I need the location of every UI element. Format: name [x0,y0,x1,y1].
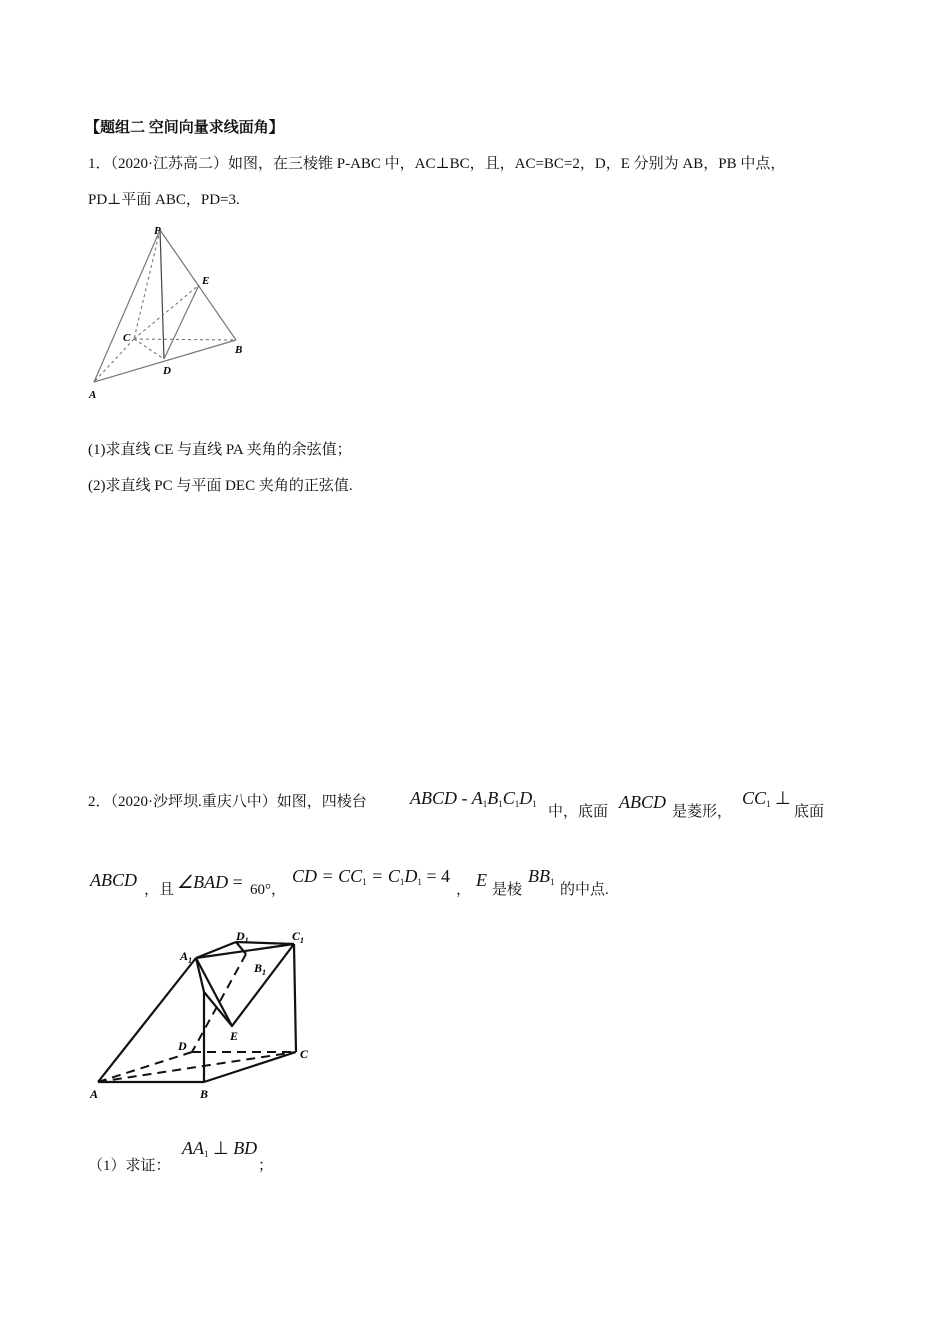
q2-deg: 60°， [250,882,286,898]
q2-line1 [88,792,367,822]
frustum-sep: - [461,788,468,808]
q2-number: 2． [88,794,111,810]
q2-rhombus: 是菱形， [672,804,733,820]
perp-symbol: ⊥ [213,1138,229,1158]
q2-zhong: 中，底面 [548,804,609,820]
q1-pyramid-figure [84,222,254,404]
q1-line1: 1．（2020·江苏高二）如图，在三棱锥 P-ABC 中，AC⊥BC，且，AC=BC=2，D，E 分别为 AB，PB 中点， [88,156,786,172]
sub-1: 1 [514,799,520,809]
q2-qie: ，且 [144,882,175,898]
label-b1-subscript: 1 [262,968,267,977]
q2-part1-label: （1）求证： [88,1158,171,1174]
frustum-base: ABCD [410,788,457,808]
q2-comma: ， [456,882,472,898]
label-a: A [90,1087,99,1101]
sub-1: 1 [204,1149,209,1159]
q2-part1-formula [182,1138,257,1159]
cd-eq-cc: CD = CC [292,866,363,886]
q1-sub2: (2)求直线 PC 与平面 DEC 夹角的正弦值. [88,478,353,494]
sub-1: 1 [550,877,555,887]
frustum-b1: B [487,788,499,808]
q2-midpoint: 的中点. [560,882,609,898]
sub-1: 1 [399,877,405,887]
eq-c: = C [366,866,400,886]
bd: BD [233,1138,258,1158]
angle-bad: ∠BAD [177,872,229,892]
label-D: D [163,365,171,377]
d: D [404,866,418,886]
q2-source: （2020·沙坪坝.重庆八中）如图，四棱台 [110,794,367,810]
q2-shi-leng: 是棱 [492,882,523,898]
equals: = [232,872,243,892]
label-c: C [300,1047,309,1061]
label-d1-subscript: 1 [244,936,249,945]
cc: CC [742,788,767,808]
label-B: B [235,344,243,356]
q2-base: ABCD [619,792,666,812]
q2-bb1 [528,866,555,887]
label-e: E [230,1029,239,1043]
label-c1-subscript: 1 [300,936,305,945]
q2-frustum-name [410,788,537,809]
sub-1: 1 [482,799,488,809]
label-c1: $C_1$ [292,929,305,945]
label-b: B [200,1087,209,1101]
label-P: P [154,225,161,237]
section-heading: 【题组二 空间向量求线面角】 [85,120,284,136]
label-A: A [89,389,97,401]
sub-1: 1 [766,799,771,809]
label-d: D [178,1039,187,1053]
q2-part1-end: ； [258,1158,274,1174]
label-a1: $A_1$ [180,949,193,965]
frustum-a1: A [471,788,483,808]
sub-1: 1 [417,877,422,887]
label-d1: $D_1$ [236,929,249,945]
sub-1: 1 [532,799,537,809]
q1-line2: PD⊥平面 ABC，PD=3. [88,192,240,208]
eq-4: = 4 [421,866,450,886]
aa: AA [182,1138,204,1158]
frustum-d1: D [519,788,533,808]
label-C: C [123,332,131,344]
q2-e-var: E [476,870,487,890]
bb: BB [528,866,550,886]
perp-symbol: ⊥ [775,788,791,808]
label-E: E [202,275,210,287]
label-a1-subscript: 1 [188,956,193,965]
q2-line2-base: ABCD [90,870,137,890]
sub-1: 1 [362,877,367,887]
q2-angle [177,872,243,893]
sub-1: 1 [498,799,503,809]
q2-cc1-perp [742,788,791,809]
q2-frustum-figure [86,924,322,1104]
label-b1: $B_1$ [254,961,267,977]
q1-sub1: (1)求直线 CE 与直线 PA 夹角的余弦值； [88,442,352,458]
frustum-c1: C [502,788,515,808]
q2-dimian: 底面 [794,804,825,820]
q2-lengths [292,866,450,887]
